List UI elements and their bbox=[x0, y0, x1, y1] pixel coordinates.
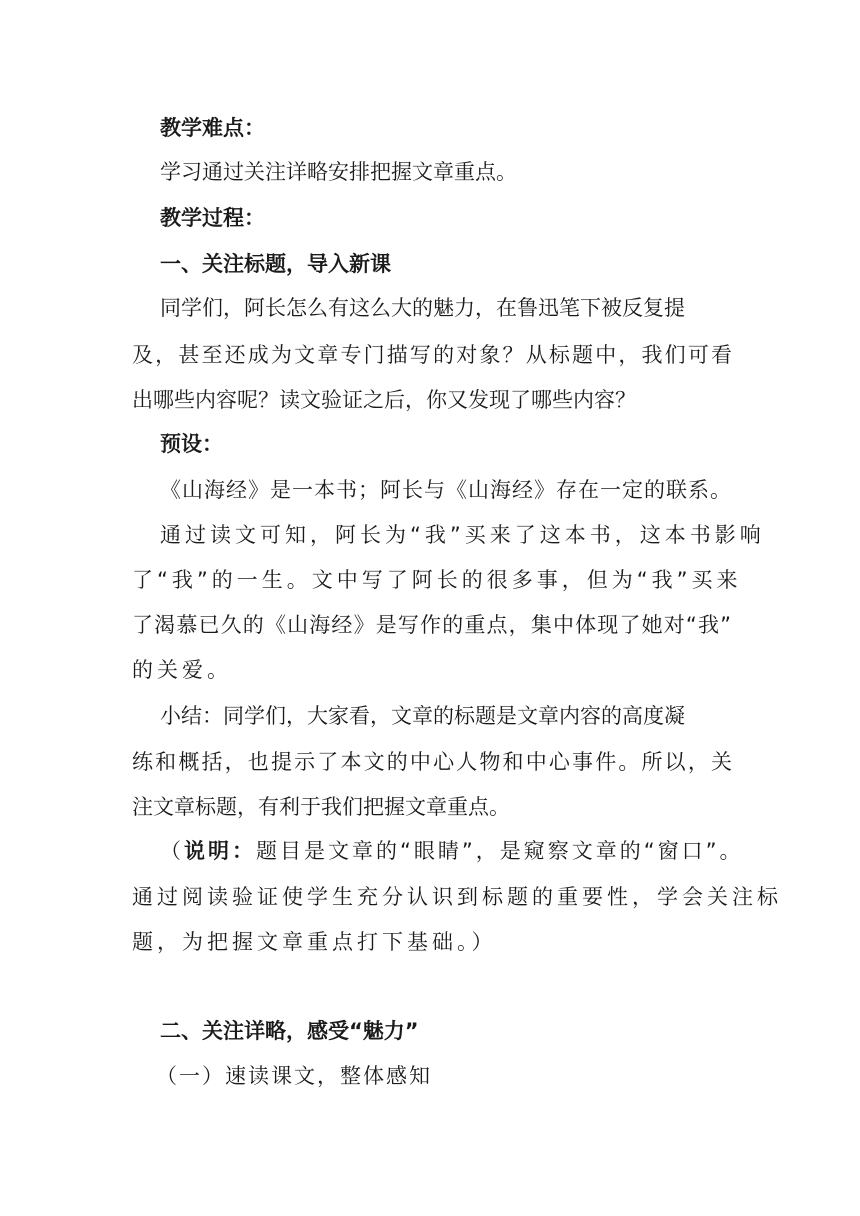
summary-line-3: 注文章标题，有利于我们把握文章重点。 bbox=[132, 795, 510, 819]
preset-line-1: 《山海经》是一本书；阿长与《山海经》存在一定的联系。 bbox=[160, 478, 732, 502]
difficulty-heading: 教学难点： bbox=[160, 116, 265, 140]
note-open-paren: （ bbox=[160, 839, 184, 863]
summary-line-2: 练和概括，也提示了本文的中心人物和中心事件。所以，关 bbox=[132, 750, 732, 774]
preset-label: 预设： bbox=[160, 432, 223, 456]
intro-line-3: 出哪些内容呢？读文验证之后，你又发现了哪些内容？ bbox=[132, 388, 636, 412]
note-line-2: 通过阅读验证使学生充分认识到标题的重要性，学会关注标 bbox=[132, 885, 782, 909]
section1-heading: 一、关注标题，导入新课 bbox=[160, 252, 391, 276]
process-heading: 教学过程： bbox=[160, 206, 265, 230]
note-line-1 bbox=[160, 837, 744, 865]
section2-heading: 二、关注详略，感受“魅力” bbox=[160, 1019, 419, 1043]
section2-sub1: （一）速读课文，整体感知 bbox=[156, 1064, 432, 1088]
preset-line-2: 通过读文可知，阿长为“我”买来了这本书，这本书影响 bbox=[160, 523, 765, 547]
preset-line-5: 的关爱。 bbox=[132, 658, 232, 682]
intro-line-2: 及，甚至还成为文章专门描写的对象？从标题中，我们可看 bbox=[132, 343, 732, 367]
difficulty-text: 学习通过关注详略安排把握文章重点。 bbox=[160, 160, 517, 184]
preset-line-4: 了渴慕已久的《山海经》是写作的重点，集中体现了她对“我” bbox=[132, 613, 732, 637]
note-line1-text: 题目是文章的“眼睛”，是窥察文章的“窗口”。 bbox=[256, 839, 744, 863]
intro-line-1: 同学们，阿长怎么有这么大的魅力，在鲁迅笔下被反复提 bbox=[160, 296, 685, 320]
summary-line-1: 小结：同学们，大家看，文章的标题是文章内容的高度凝 bbox=[160, 704, 685, 728]
preset-line-3: 了“我”的一生。文中写了阿长的很多事，但为“我”买来 bbox=[132, 568, 742, 592]
note-label: 说明： bbox=[184, 839, 256, 863]
note-line-3: 题，为把握文章重点打下基础。） bbox=[132, 930, 497, 954]
